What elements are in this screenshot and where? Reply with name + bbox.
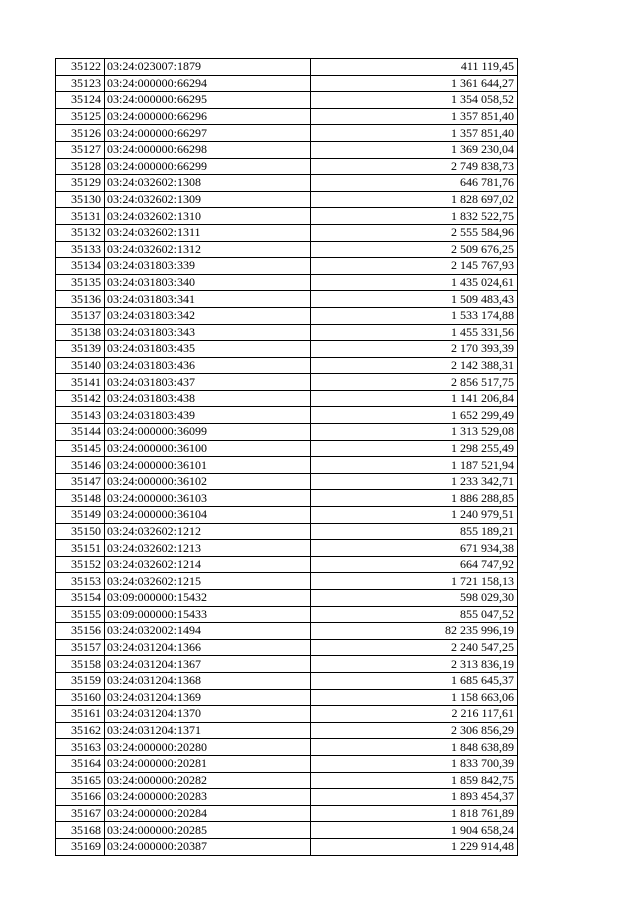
row-number-cell: 35161 (56, 706, 105, 723)
table-row (56, 805, 518, 822)
value-cell: 671 934,38 (311, 540, 518, 557)
value-cell: 1 652 299,49 (311, 407, 518, 424)
row-number-cell: 35158 (56, 656, 105, 673)
value-cell: 2 216 117,61 (311, 706, 518, 723)
value-cell: 1 533 174,88 (311, 307, 518, 324)
table-row (56, 772, 518, 789)
table-row (56, 822, 518, 839)
cadastral-number-cell: 03:24:000000:20284 (105, 805, 311, 822)
cadastral-number-cell: 03:24:031803:435 (105, 341, 311, 358)
row-number-cell: 35146 (56, 457, 105, 474)
row-number-cell: 35128 (56, 158, 105, 175)
cadastral-number-cell: 03:24:031803:340 (105, 274, 311, 291)
row-number-cell: 35153 (56, 573, 105, 590)
value-cell: 1 229 914,48 (311, 838, 518, 855)
cadastral-number-cell: 03:24:031204:1369 (105, 689, 311, 706)
row-number-cell: 35129 (56, 175, 105, 192)
table-row (56, 623, 518, 640)
cadastral-number-cell: 03:24:032602:1212 (105, 523, 311, 540)
value-cell: 855 047,52 (311, 606, 518, 623)
cadastral-number-cell: 03:24:000000:66294 (105, 75, 311, 92)
row-number-cell: 35149 (56, 507, 105, 524)
table-row (56, 523, 518, 540)
table-row (56, 424, 518, 441)
row-number-cell: 35126 (56, 125, 105, 142)
row-number-cell: 35123 (56, 75, 105, 92)
value-cell: 1 904 658,24 (311, 822, 518, 839)
row-number-cell: 35124 (56, 92, 105, 109)
value-cell: 2 555 584,96 (311, 224, 518, 241)
value-cell: 1 685 645,37 (311, 672, 518, 689)
cadastral-number-cell: 03:24:031204:1367 (105, 656, 311, 673)
table-row (56, 573, 518, 590)
table-row (56, 473, 518, 490)
cadastral-number-cell: 03:24:032602:1310 (105, 208, 311, 225)
cadastral-number-cell: 03:24:000000:36102 (105, 473, 311, 490)
row-number-cell: 35162 (56, 722, 105, 739)
table-row (56, 838, 518, 855)
cadastral-number-cell: 03:24:031204:1366 (105, 639, 311, 656)
table-row (56, 307, 518, 324)
row-number-cell: 35134 (56, 258, 105, 275)
table-row (56, 59, 518, 76)
cadastral-number-cell: 03:24:031204:1371 (105, 722, 311, 739)
value-cell: 1 886 288,85 (311, 490, 518, 507)
row-number-cell: 35125 (56, 108, 105, 125)
row-number-cell: 35132 (56, 224, 105, 241)
table-row (56, 92, 518, 109)
value-cell: 1 828 697,02 (311, 191, 518, 208)
cadastral-number-cell: 03:24:032602:1308 (105, 175, 311, 192)
value-cell: 2 240 547,25 (311, 639, 518, 656)
row-number-cell: 35143 (56, 407, 105, 424)
cadastral-number-cell: 03:24:032602:1214 (105, 556, 311, 573)
row-number-cell: 35163 (56, 739, 105, 756)
table-row (56, 191, 518, 208)
row-number-cell: 35156 (56, 623, 105, 640)
row-number-cell: 35145 (56, 440, 105, 457)
table-row (56, 241, 518, 258)
value-cell: 1 818 761,89 (311, 805, 518, 822)
cadastral-number-cell: 03:24:031803:438 (105, 390, 311, 407)
cadastral-number-cell: 03:09:000000:15433 (105, 606, 311, 623)
table-row (56, 108, 518, 125)
row-number-cell: 35140 (56, 357, 105, 374)
cadastral-number-cell: 03:24:031803:342 (105, 307, 311, 324)
table-row (56, 324, 518, 341)
table-row (56, 274, 518, 291)
cadastral-number-cell: 03:24:000000:66295 (105, 92, 311, 109)
value-cell: 411 119,45 (311, 59, 518, 76)
row-number-cell: 35169 (56, 838, 105, 855)
value-cell: 1 833 700,39 (311, 755, 518, 772)
table-row (56, 540, 518, 557)
value-cell: 2 306 856,29 (311, 722, 518, 739)
value-cell: 1 832 522,75 (311, 208, 518, 225)
cadastral-number-cell: 03:24:000000:20281 (105, 755, 311, 772)
value-cell: 664 747,92 (311, 556, 518, 573)
table-row (56, 656, 518, 673)
table-row (56, 291, 518, 308)
value-cell: 82 235 996,19 (311, 623, 518, 640)
cadastral-number-cell: 03:24:000000:20282 (105, 772, 311, 789)
value-cell: 1 233 342,71 (311, 473, 518, 490)
row-number-cell: 35164 (56, 755, 105, 772)
value-cell: 2 856 517,75 (311, 374, 518, 391)
row-number-cell: 35130 (56, 191, 105, 208)
row-number-cell: 35152 (56, 556, 105, 573)
table-row (56, 158, 518, 175)
value-cell: 1 361 644,27 (311, 75, 518, 92)
row-number-cell: 35136 (56, 291, 105, 308)
row-number-cell: 35127 (56, 141, 105, 158)
table-row (56, 390, 518, 407)
row-number-cell: 35157 (56, 639, 105, 656)
value-cell: 1 354 058,52 (311, 92, 518, 109)
cadastral-number-cell: 03:24:032002:1494 (105, 623, 311, 640)
cadastral-number-cell: 03:24:000000:20283 (105, 789, 311, 806)
table-row (56, 175, 518, 192)
value-cell: 1 369 230,04 (311, 141, 518, 158)
table-row (56, 590, 518, 607)
row-number-cell: 35150 (56, 523, 105, 540)
row-number-cell: 35160 (56, 689, 105, 706)
cadastral-number-cell: 03:24:031803:343 (105, 324, 311, 341)
value-cell: 1 455 331,56 (311, 324, 518, 341)
row-number-cell: 35139 (56, 341, 105, 358)
value-cell: 646 781,76 (311, 175, 518, 192)
row-number-cell: 35147 (56, 473, 105, 490)
row-number-cell: 35165 (56, 772, 105, 789)
value-cell: 2 509 676,25 (311, 241, 518, 258)
table-row (56, 789, 518, 806)
cadastral-number-cell: 03:24:031803:341 (105, 291, 311, 308)
cadastral-number-cell: 03:24:000000:36104 (105, 507, 311, 524)
cadastral-number-cell: 03:24:000000:66297 (105, 125, 311, 142)
cadastral-number-cell: 03:24:000000:66298 (105, 141, 311, 158)
row-number-cell: 35137 (56, 307, 105, 324)
cadastral-number-cell: 03:24:000000:20280 (105, 739, 311, 756)
row-number-cell: 35131 (56, 208, 105, 225)
table-row (56, 141, 518, 158)
row-number-cell: 35133 (56, 241, 105, 258)
value-cell: 1 848 638,89 (311, 739, 518, 756)
table-row (56, 689, 518, 706)
table-row (56, 374, 518, 391)
row-number-cell: 35144 (56, 424, 105, 441)
cadastral-number-cell: 03:24:031803:439 (105, 407, 311, 424)
cadastral-number-cell: 03:24:000000:36099 (105, 424, 311, 441)
table-row (56, 407, 518, 424)
row-number-cell: 35159 (56, 672, 105, 689)
value-cell: 1 141 206,84 (311, 390, 518, 407)
table-row (56, 606, 518, 623)
table-row (56, 75, 518, 92)
cadastral-number-cell: 03:24:031803:437 (105, 374, 311, 391)
value-cell: 598 029,30 (311, 590, 518, 607)
row-number-cell: 35142 (56, 390, 105, 407)
table-row (56, 639, 518, 656)
cadastral-number-cell: 03:24:032602:1312 (105, 241, 311, 258)
row-number-cell: 35154 (56, 590, 105, 607)
table-row (56, 258, 518, 275)
row-number-cell: 35155 (56, 606, 105, 623)
table-row (56, 357, 518, 374)
cadastral-number-cell: 03:24:032602:1309 (105, 191, 311, 208)
cadastral-number-cell: 03:24:032602:1215 (105, 573, 311, 590)
table-row (56, 722, 518, 739)
table-row (56, 341, 518, 358)
value-cell: 1 435 024,61 (311, 274, 518, 291)
cadastral-number-cell: 03:24:000000:66299 (105, 158, 311, 175)
cadastral-number-cell: 03:24:000000:20285 (105, 822, 311, 839)
row-number-cell: 35168 (56, 822, 105, 839)
row-number-cell: 35122 (56, 59, 105, 76)
table-row (56, 507, 518, 524)
table-row (56, 706, 518, 723)
row-number-cell: 35141 (56, 374, 105, 391)
value-cell: 1 240 979,51 (311, 507, 518, 524)
data-table (55, 58, 518, 856)
row-number-cell: 35166 (56, 789, 105, 806)
value-cell: 855 189,21 (311, 523, 518, 540)
table-row (56, 755, 518, 772)
cadastral-number-cell: 03:24:000000:36100 (105, 440, 311, 457)
row-number-cell: 35151 (56, 540, 105, 557)
value-cell: 1 509 483,43 (311, 291, 518, 308)
cadastral-number-cell: 03:24:000000:20387 (105, 838, 311, 855)
cadastral-number-cell: 03:24:031204:1368 (105, 672, 311, 689)
row-number-cell: 35167 (56, 805, 105, 822)
cadastral-number-cell: 03:24:031803:436 (105, 357, 311, 374)
value-cell: 1 859 842,75 (311, 772, 518, 789)
value-cell: 1 721 158,13 (311, 573, 518, 590)
row-number-cell: 35148 (56, 490, 105, 507)
value-cell: 2 749 838,73 (311, 158, 518, 175)
value-cell: 2 170 393,39 (311, 341, 518, 358)
value-cell: 2 142 388,31 (311, 357, 518, 374)
table-row (56, 440, 518, 457)
value-cell: 1 357 851,40 (311, 125, 518, 142)
cadastral-number-cell: 03:24:000000:36101 (105, 457, 311, 474)
value-cell: 1 158 663,06 (311, 689, 518, 706)
cadastral-number-cell: 03:24:032602:1311 (105, 224, 311, 241)
table-row (56, 125, 518, 142)
table-row (56, 739, 518, 756)
value-cell: 1 893 454,37 (311, 789, 518, 806)
table-row (56, 672, 518, 689)
table-row (56, 556, 518, 573)
cadastral-number-cell: 03:24:023007:1879 (105, 59, 311, 76)
table-row (56, 490, 518, 507)
cadastral-number-cell: 03:24:031803:339 (105, 258, 311, 275)
cadastral-number-cell: 03:24:031204:1370 (105, 706, 311, 723)
value-cell: 1 313 529,08 (311, 424, 518, 441)
cadastral-number-cell: 03:24:000000:66296 (105, 108, 311, 125)
table-row (56, 224, 518, 241)
cadastral-number-cell: 03:24:000000:36103 (105, 490, 311, 507)
cadastral-number-cell: 03:24:032602:1213 (105, 540, 311, 557)
value-cell: 2 145 767,93 (311, 258, 518, 275)
value-cell: 1 357 851,40 (311, 108, 518, 125)
row-number-cell: 35138 (56, 324, 105, 341)
value-cell: 2 313 836,19 (311, 656, 518, 673)
value-cell: 1 298 255,49 (311, 440, 518, 457)
table-row (56, 208, 518, 225)
cadastral-number-cell: 03:09:000000:15432 (105, 590, 311, 607)
value-cell: 1 187 521,94 (311, 457, 518, 474)
table-body (56, 59, 518, 856)
row-number-cell: 35135 (56, 274, 105, 291)
table-row (56, 457, 518, 474)
